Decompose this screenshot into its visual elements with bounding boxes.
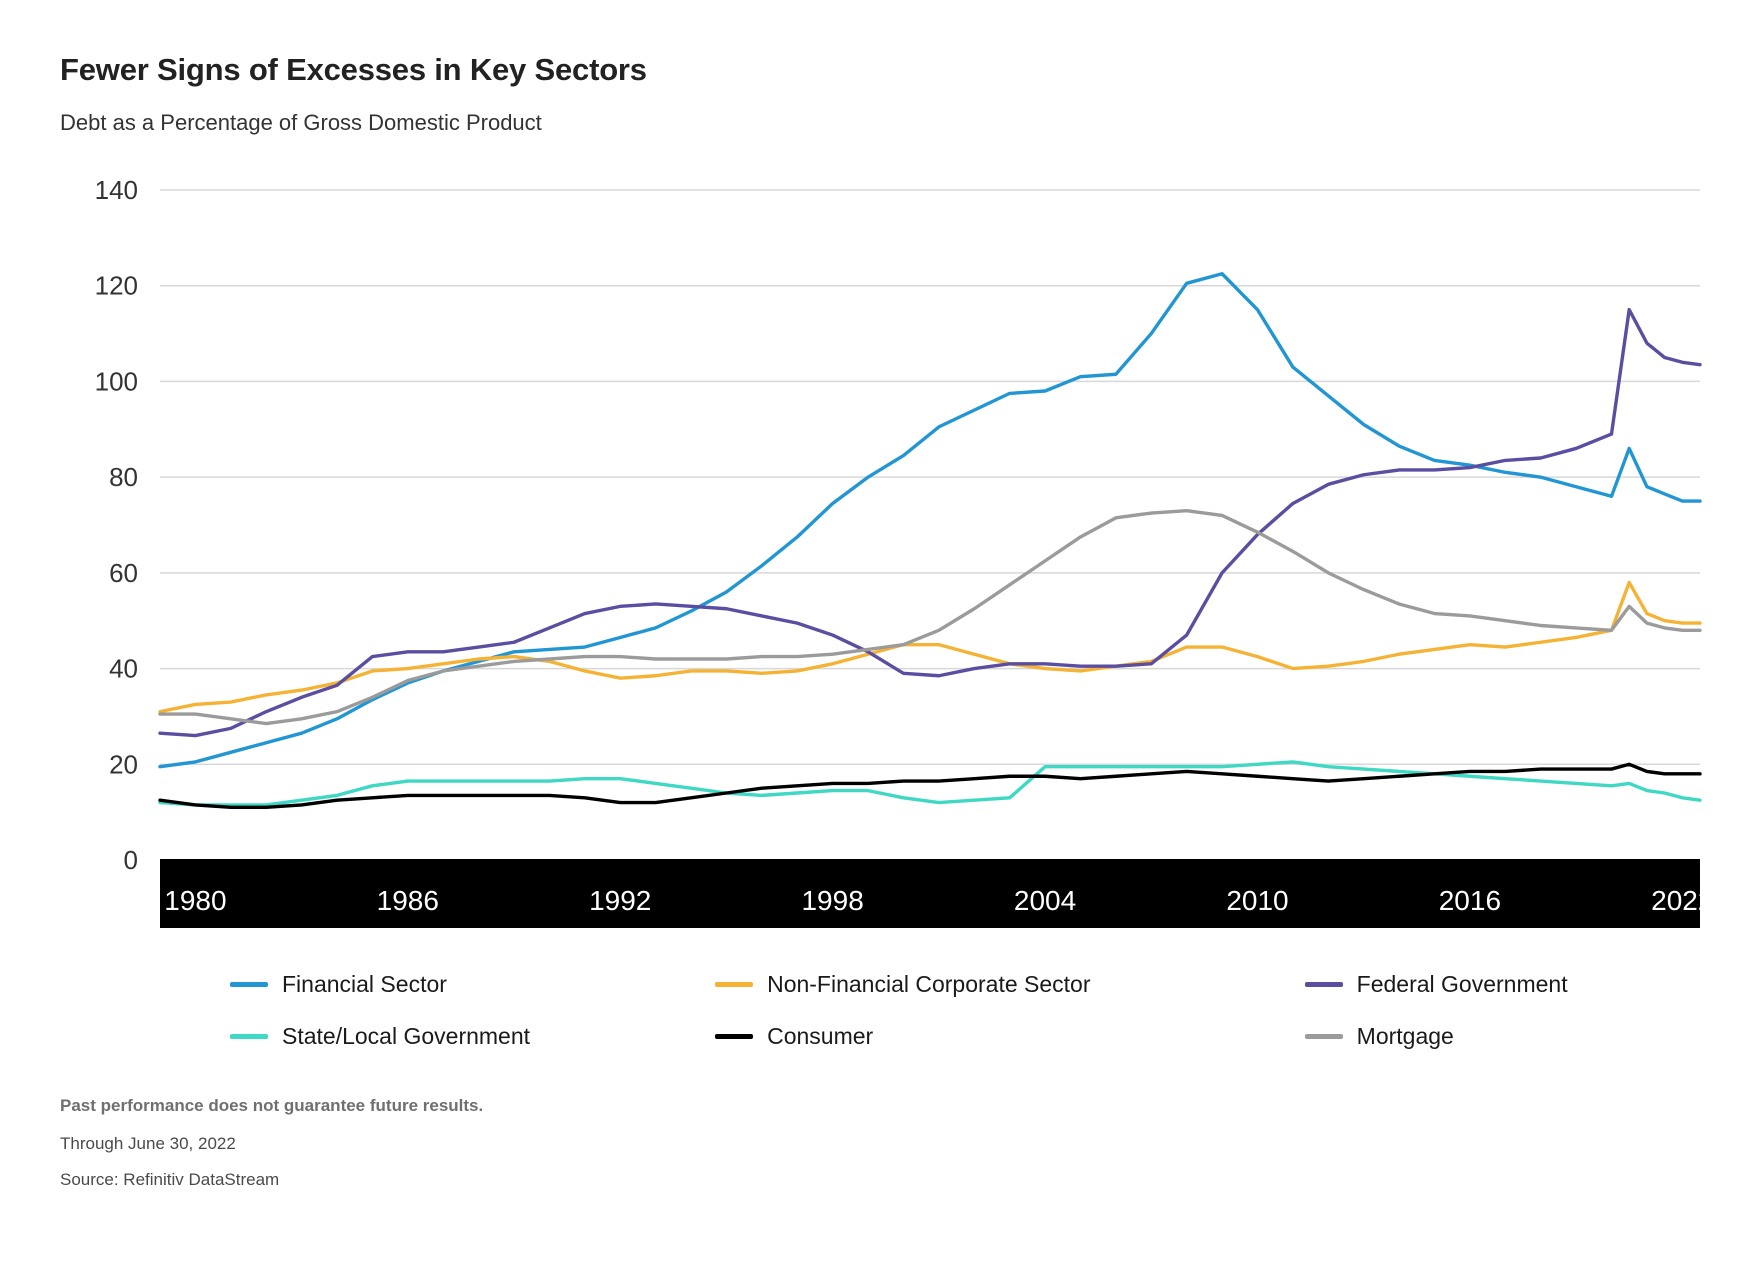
y-tick-label: 120	[94, 270, 138, 301]
y-tick-label: 20	[109, 749, 138, 780]
legend-swatch-icon	[715, 1034, 753, 1039]
chart-legend	[230, 958, 1630, 1062]
legend-item-financial-sector[interactable]	[230, 971, 715, 998]
series-line	[160, 762, 1700, 805]
y-tick-label: 60	[109, 557, 138, 588]
legend-label: Non-Financial Corporate Sector	[767, 970, 1091, 997]
legend-label: Federal Government	[1356, 970, 1568, 997]
y-tick-label: 100	[94, 366, 138, 397]
y-tick-label: 80	[109, 462, 138, 493]
legend-label: State/Local Government	[282, 1022, 531, 1049]
legend-swatch-icon	[715, 982, 753, 987]
legend-label: Consumer	[767, 1022, 874, 1049]
x-tick-label: 2016	[1438, 885, 1502, 916]
x-tick-label: 2022	[1651, 885, 1714, 916]
series-line	[160, 310, 1700, 736]
y-tick-label: 140	[94, 175, 138, 205]
legend-swatch-icon	[230, 982, 268, 987]
source-text: Source: Refinitiv DataStream	[60, 1170, 280, 1189]
x-tick-label: 1986	[376, 885, 439, 916]
x-tick-label: 1998	[801, 885, 864, 916]
x-tick-label: 1980	[164, 885, 227, 916]
legend-label: Mortgage	[1356, 1022, 1454, 1049]
legend-swatch-icon	[230, 1034, 268, 1039]
line-chart	[0, 160, 1748, 930]
x-tick-label: 2004	[1013, 885, 1077, 916]
x-tick-label: 1992	[589, 885, 652, 916]
data-series	[160, 274, 1700, 808]
y-tick-label: 40	[109, 653, 138, 684]
legend-item-mortgage[interactable]	[1305, 1023, 1630, 1050]
page-title: Fewer Signs of Excesses in Key Sectors	[60, 52, 647, 87]
through-date: Through June 30, 2022	[60, 1134, 236, 1153]
legend-item-consumer[interactable]	[715, 1023, 1305, 1050]
chart-footnotes	[60, 1096, 483, 1190]
legend-swatch-icon	[1305, 982, 1343, 987]
legend-swatch-icon	[1305, 1034, 1343, 1039]
legend-item-state-local-government[interactable]	[230, 1023, 715, 1050]
y-axis-ticks	[95, 175, 138, 875]
legend-row-2	[230, 1010, 1630, 1062]
page-subtitle: Debt as a Percentage of Gross Domestic Product	[60, 110, 542, 135]
disclaimer-text: Past performance does not guarantee future results.	[60, 1096, 484, 1115]
grid-lines	[160, 190, 1700, 860]
legend-row-1	[230, 958, 1630, 1010]
x-tick-label: 2010	[1226, 885, 1289, 916]
legend-item-non-financial-corporate-sector[interactable]	[715, 971, 1305, 998]
legend-label: Financial Sector	[282, 970, 447, 997]
series-line	[160, 274, 1700, 767]
chart-area	[0, 160, 1748, 930]
y-tick-label: 0	[123, 845, 138, 875]
legend-item-federal-government[interactable]	[1305, 971, 1630, 998]
